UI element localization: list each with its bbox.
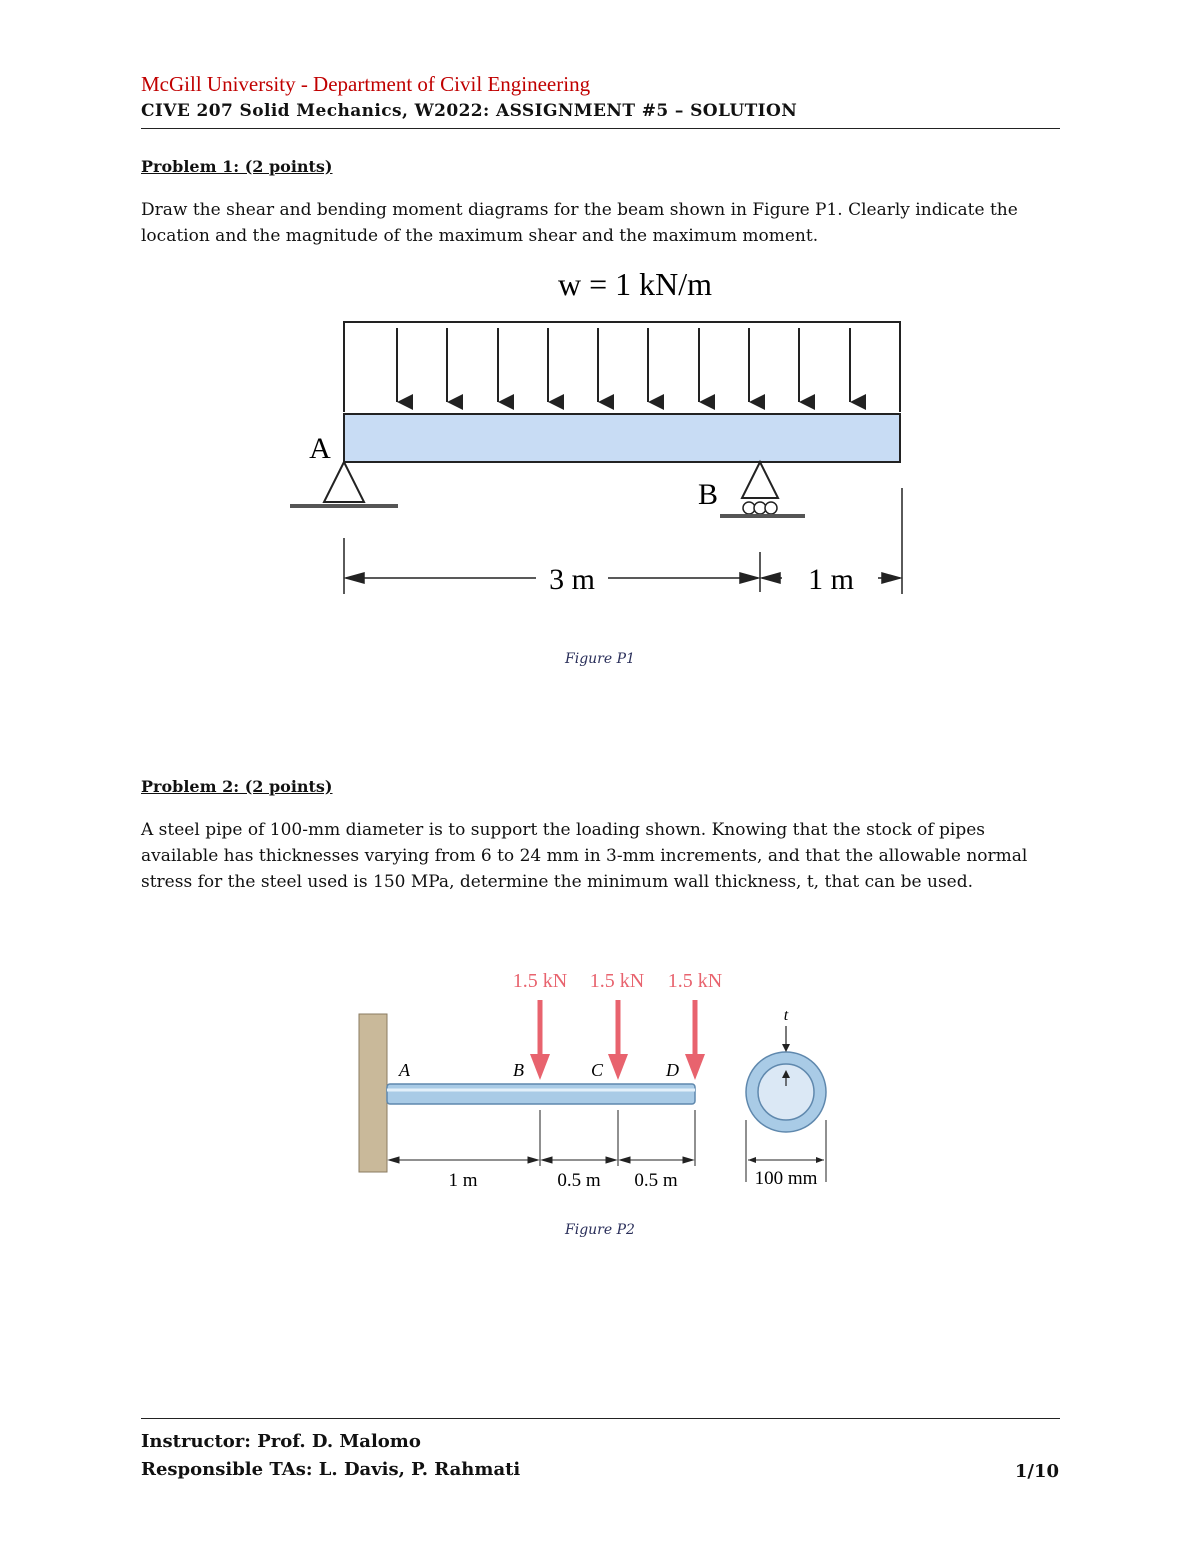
fixed-wall	[359, 1014, 387, 1172]
thickness-label: t	[783, 1007, 789, 1024]
pin-support-a	[290, 462, 398, 506]
span1-label: 3 m	[549, 563, 595, 596]
figure-p2	[355, 960, 845, 1200]
support-a-label: A	[309, 432, 331, 465]
support-b-label: B	[697, 478, 719, 511]
diameter-label: 100 mm	[754, 1168, 818, 1189]
course-header: CIVE 207 Solid Mechanics, W2022: ASSIGNMENT #5 – SOLUTION	[141, 101, 798, 121]
figure-p2-caption: Figure P2	[565, 1222, 635, 1238]
point-d-label: D	[666, 1060, 679, 1080]
footer-divider	[141, 1418, 1060, 1419]
problem1-text: Draw the shear and bending moment diagrams for the beam shown in Figure P1. Clearly indicate the location and the magnitude of the maximum shear and the maximum moment.	[141, 200, 1018, 246]
university-header: McGill University - Department of Civil Engineering	[141, 72, 591, 96]
problem1-title: Problem 1: (2 points)	[141, 157, 333, 176]
load-d-label: 1.5 kN	[667, 970, 723, 992]
roller-support-b	[720, 462, 805, 516]
point-a-label: A	[399, 1060, 410, 1080]
beam	[344, 414, 900, 462]
span2-label: 1 m	[808, 563, 854, 596]
pipe-beam	[387, 1084, 695, 1104]
dim-1m-label: 1 m	[448, 1170, 478, 1191]
load-b-label: 1.5 kN	[512, 970, 568, 992]
problem2-text: A steel pipe of 100-mm diameter is to support the loading shown. Knowing that the stock of pipes available has thicknesses varying from 6 to 24 mm in 3-mm increments, and that the allowable normal stress for the steel used is 150 MPa, determine the minimum wall thickness, t, that can be used.	[141, 820, 1028, 892]
pipe-cross-section	[746, 1026, 826, 1182]
point-c-label: C	[591, 1060, 604, 1080]
instructor-line: Instructor: Prof. D. Malomo	[141, 1431, 421, 1452]
figure-p1	[280, 262, 920, 622]
distributed-load	[344, 322, 900, 412]
problem2-title: Problem 2: (2 points)	[141, 777, 333, 796]
point-b-label: B	[513, 1060, 524, 1080]
dim-05m-label-1: 0.5 m	[557, 1170, 601, 1191]
dim-05m-label-2: 0.5 m	[634, 1170, 678, 1191]
figure-p1-caption: Figure P1	[565, 651, 635, 667]
header-divider	[141, 128, 1060, 129]
p2-dimension-lines	[389, 1110, 695, 1166]
page-number: 1/10	[1014, 1461, 1059, 1482]
load-label: w = 1 kN/m	[557, 266, 713, 302]
ta-line: Responsible TAs: L. Davis, P. Rahmati	[141, 1459, 521, 1480]
load-c-label: 1.5 kN	[589, 970, 645, 992]
